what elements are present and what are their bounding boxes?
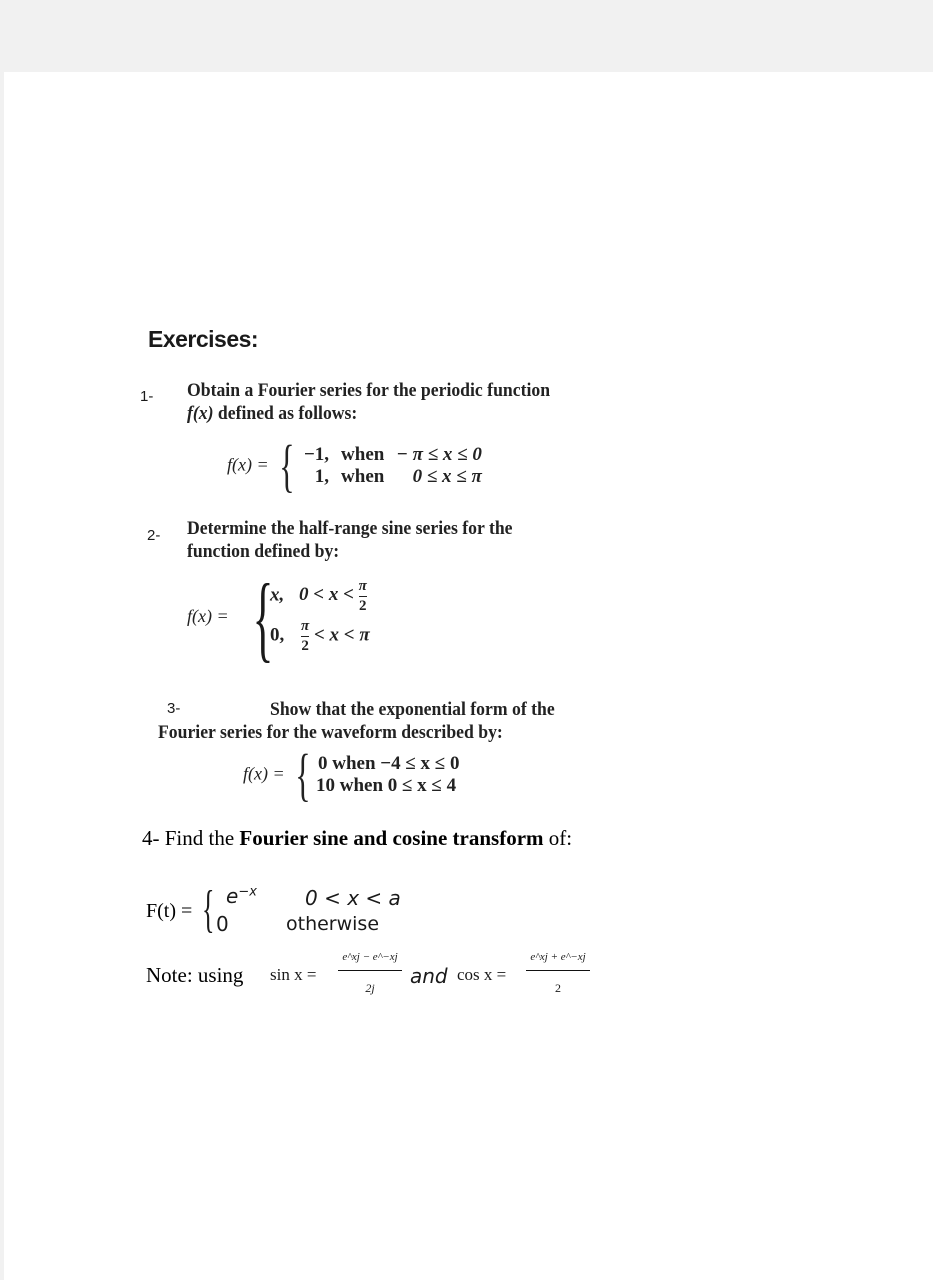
exercise-1-case-2 <box>298 466 488 488</box>
exercise-4-lhs: F(t) = <box>146 900 193 922</box>
exercise-4-case-2-condition: otherwise <box>286 913 380 935</box>
exercise-2-line-2: function defined by: <box>187 541 340 562</box>
exercise-2-case-2-condition: < x < π <box>313 624 370 646</box>
exercise-4-prefix: 4- Find the <box>142 826 240 850</box>
note-and: and <box>410 964 448 988</box>
note-cos-lhs: cos x = <box>457 965 507 984</box>
exercise-2-frac-a-numerator: π <box>358 578 367 594</box>
exercise-3-lhs: f(x) = <box>243 763 285 784</box>
note-cos-bar <box>526 970 590 971</box>
exercise-2-case-2-value: 0, <box>270 624 285 646</box>
exercise-1-line-2 <box>187 402 550 425</box>
exercise-1-fx: f(x) <box>187 403 214 424</box>
exercise-4-suffix: of: <box>543 826 573 850</box>
exercise-1-line-1: Obtain a Fourier series for the periodic function <box>187 380 551 401</box>
exercise-2-pi-over-2-a <box>359 578 367 614</box>
exercise-1-case-1 <box>298 444 488 466</box>
exercise-1-line-2-rest: defined as follows: <box>213 403 358 424</box>
note-label: Note: using <box>146 963 244 987</box>
exercise-4-exponent: −x <box>238 884 257 900</box>
exercise-4-case-2-value: 0 <box>216 912 229 936</box>
note-sin-lhs: sin x = <box>270 965 317 984</box>
note-sin-numerator: e^xj − e^−xj <box>342 951 398 963</box>
exercise-2-case-1 <box>270 578 367 614</box>
exercise-2-line-1: Determine the half-range sine series for the <box>187 518 513 539</box>
exercise-3-case-1 <box>310 753 465 775</box>
exercise-2-case-2 <box>270 618 370 654</box>
exercise-4-case-1-condition: 0 < x < a <box>305 886 401 910</box>
exercise-3-line-2: Fourier series for the waveform described by: <box>158 722 503 743</box>
exercise-2-frac-a-bar <box>359 596 367 597</box>
exercise-1-text <box>187 379 550 425</box>
exercise-4-prompt <box>142 826 572 851</box>
exercise-1-case-2-when: when <box>341 466 385 487</box>
exercise-2-frac-a-denominator: 2 <box>359 597 367 614</box>
exercise-2-pi-over-2-b <box>301 618 309 654</box>
exercise-2-frac-b-numerator: π <box>301 618 310 634</box>
exercise-2-lhs: f(x) = <box>187 606 229 626</box>
note-cos-numerator: e^xj + e^−xj <box>530 951 586 963</box>
exercise-1-cases <box>298 444 488 488</box>
exercise-3-number: 3- <box>167 700 181 717</box>
exercise-2-case-1-value: x, <box>270 584 285 606</box>
exercise-2-brace: { <box>252 564 274 671</box>
exercise-4-case-1-value <box>226 884 257 908</box>
exercise-2-case-1-condition: 0 < x < <box>299 584 354 606</box>
note-sin-denominator: 2j <box>365 981 375 995</box>
exercise-3-cases <box>310 753 465 797</box>
note-cos-denominator: 2 <box>555 981 561 995</box>
exercise-1-case-2-condition: 0 ≤ x ≤ π <box>412 466 482 487</box>
page <box>4 72 933 1280</box>
exercise-2-text <box>187 517 513 563</box>
exercise-1-case-2-value: 1, <box>314 466 330 487</box>
exercise-4-brace: { <box>202 881 215 938</box>
exercise-2-frac-b-bar <box>301 636 309 637</box>
exercise-1-equation <box>227 433 488 498</box>
exercise-1-number: 1- <box>140 388 154 405</box>
exercise-3-brace: { <box>295 742 311 807</box>
exercise-3-equation <box>243 742 465 807</box>
exercise-2-frac-b-denominator: 2 <box>301 637 309 654</box>
exercise-4-bold: Fourier sine and cosine transform <box>239 826 544 850</box>
exercise-1-case-1-condition: − π ≤ x ≤ 0 <box>396 444 482 465</box>
exercise-1-brace: { <box>279 433 295 498</box>
exercise-2-number: 2- <box>147 527 161 544</box>
exercise-3-case-2 <box>310 775 465 797</box>
exercise-3-case-2-text: 10 when 0 ≤ x ≤ 4 <box>315 775 457 796</box>
exercise-3-line-1: Show that the exponential form of the <box>270 699 555 720</box>
exercise-4-e: e <box>226 884 239 908</box>
exercise-1-lhs: f(x) = <box>227 454 269 475</box>
exercise-3-case-1-text: 0 when −4 ≤ x ≤ 0 <box>317 753 460 774</box>
exercise-1-case-1-when: when <box>341 444 385 465</box>
exercises-heading: Exercises: <box>148 326 259 352</box>
note-sin-bar <box>338 970 402 971</box>
exercise-1-case-1-value: −1, <box>303 444 330 465</box>
